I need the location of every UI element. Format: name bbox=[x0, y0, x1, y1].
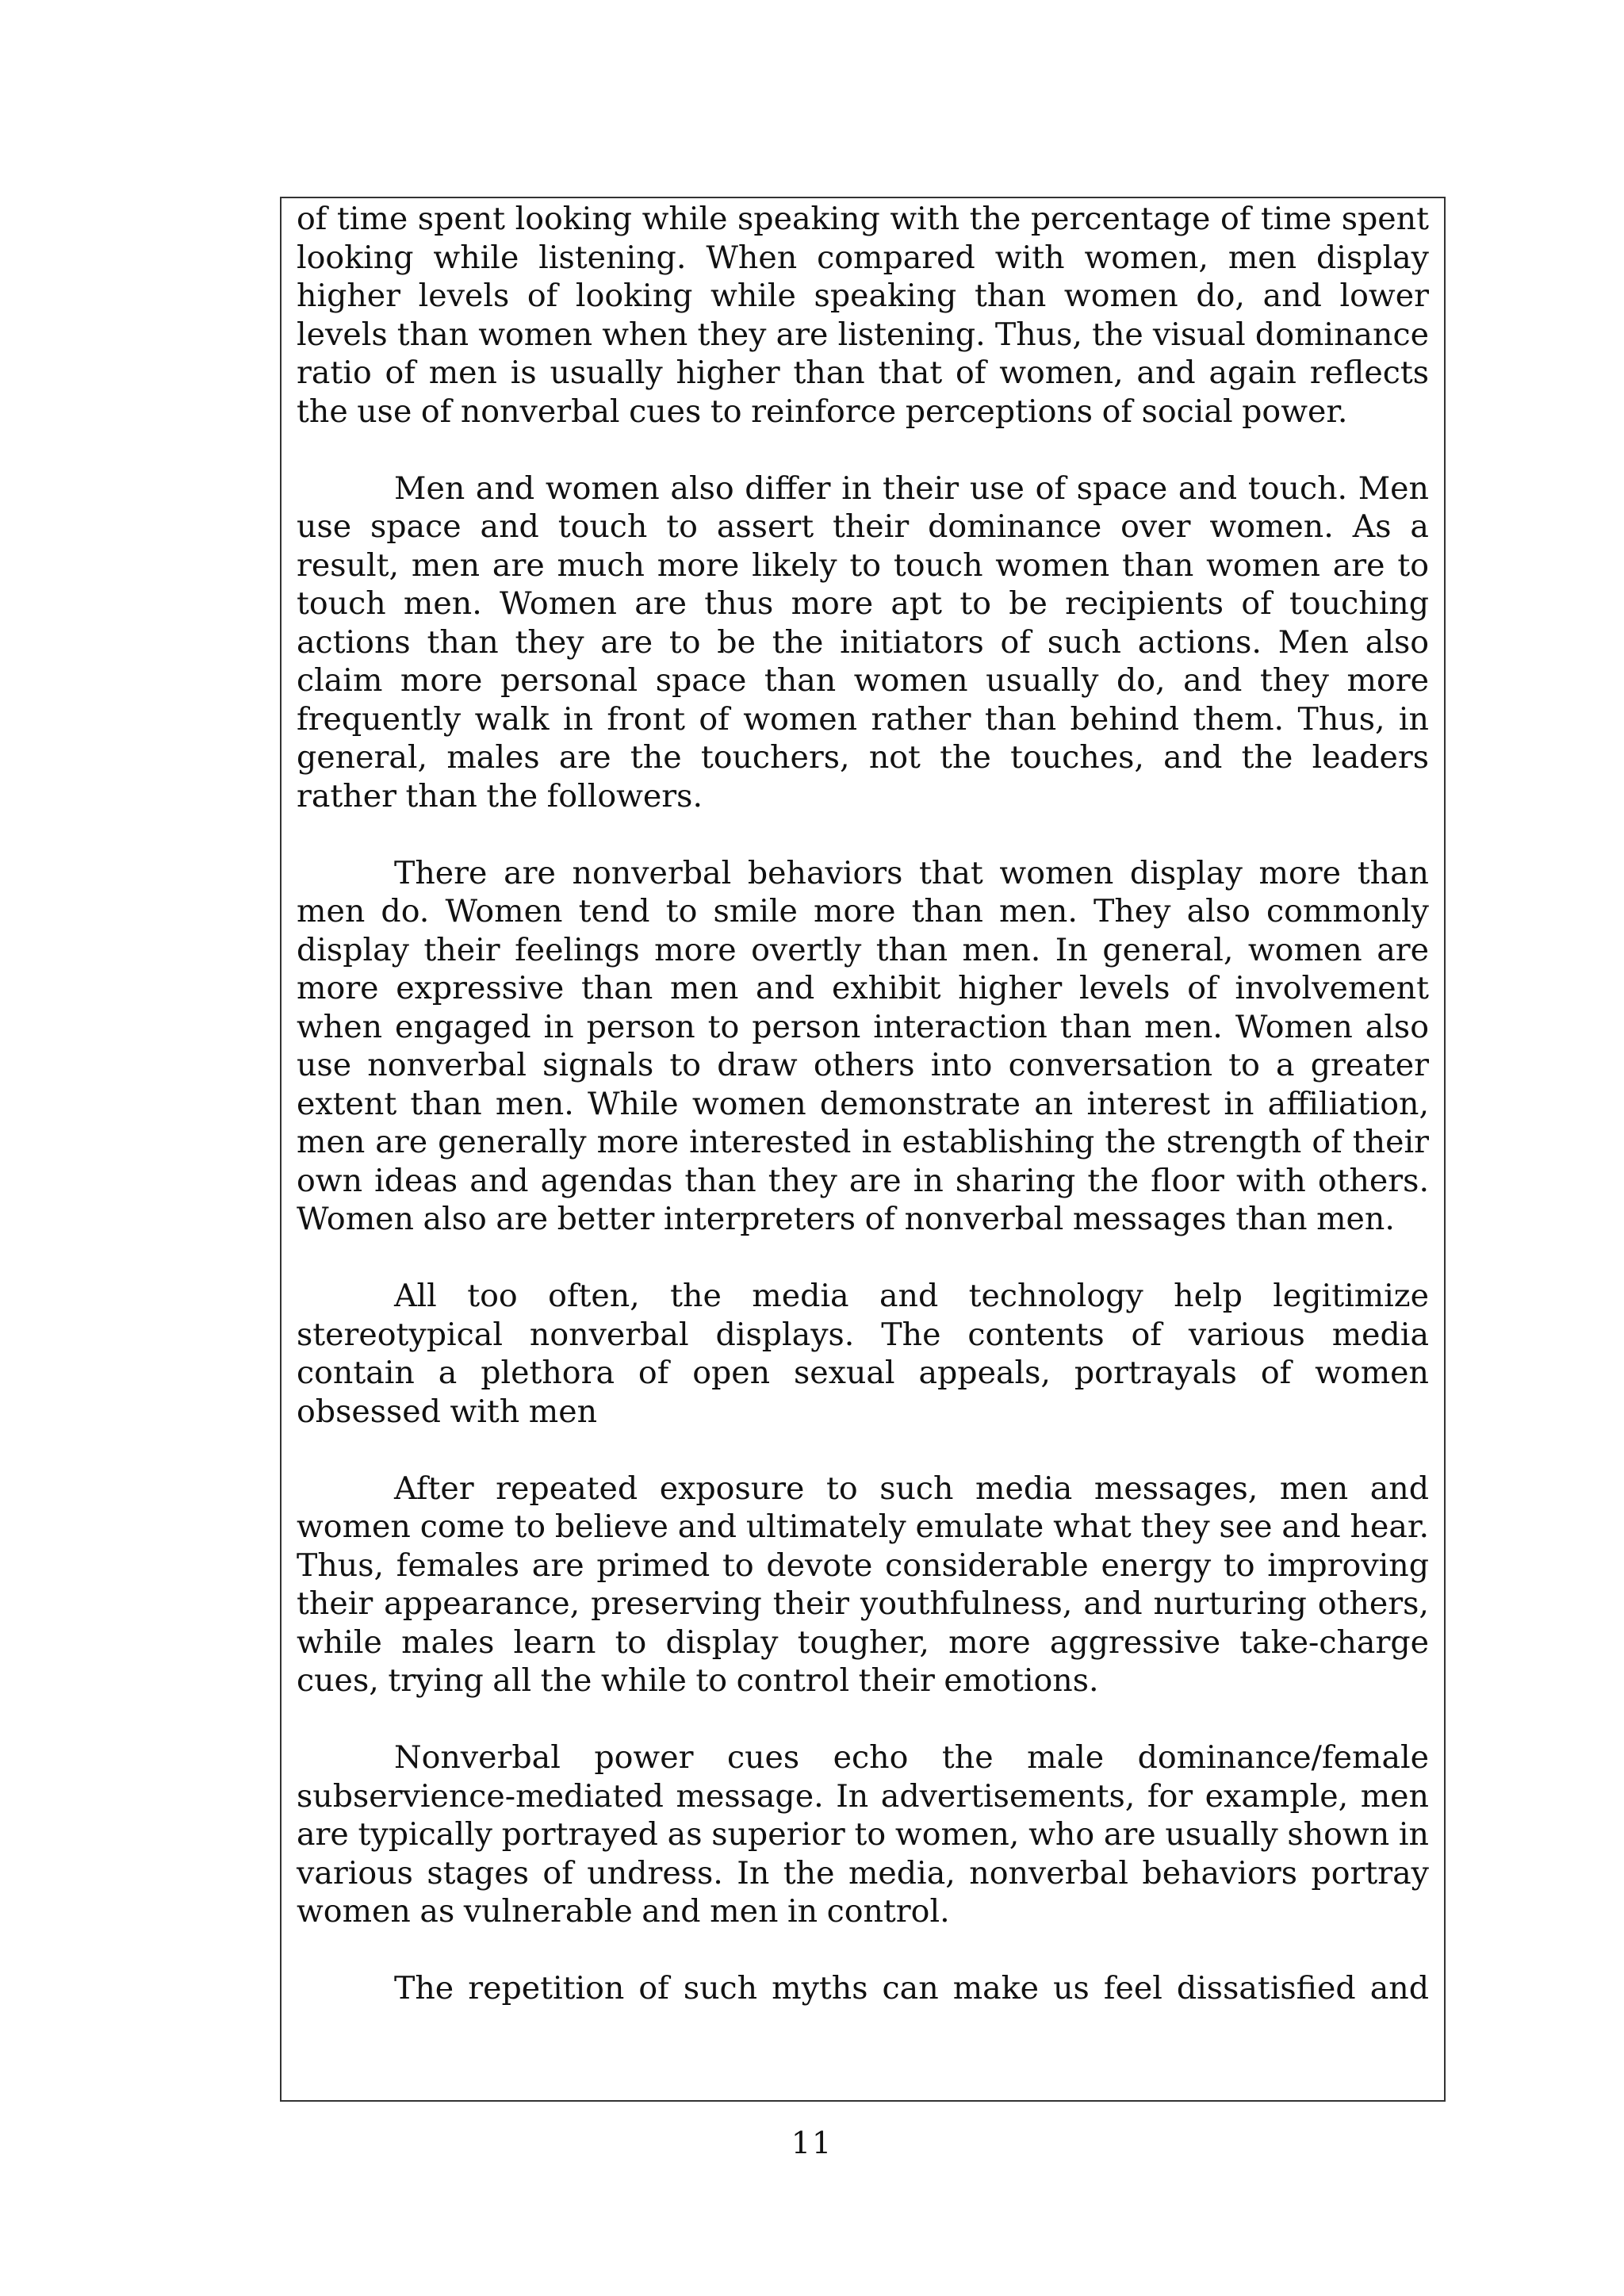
paragraph-space-and-touch: Men and women also differ in their use of space and touch. Men use space and touch to assert their dominance over women. As a result, men are much more likely to touch women than women are to touch men. Women are thus more apt to be recipients of touching actions than they are to be the initiators of such actions. Men also claim more personal space than women usually do, and they more frequently walk in front of women rather than behind them. Thus, in general, males are the touchers, not the touches, and the leaders rather than the followers. bbox=[297, 470, 1429, 815]
paragraph-women-behaviors: There are nonverbal behaviors that women display more than men do. Women tend to smile more than men. They also commonly display their feelings more overtly than men. In general, women are more expressive than men and exhibit higher levels of involvement when engaged in person to person interaction than men. Women also use nonverbal signals to draw others into conversation to a greater extent than men. While women demonstrate an interest in affiliation, men are generally more interested in establishing the strength of their own ideas and agendas than they are in sharing the floor with others. Women also are better interpreters of nonverbal messages than men. bbox=[297, 854, 1429, 1237]
text-frame bbox=[280, 197, 1446, 2102]
paragraph-power-cues: Nonverbal power cues echo the male dominance/female subservience-mediated message. In advertisements, for example, men are typically portrayed as superior to women, who are usually shown in various stages of undress. In the media, nonverbal behaviors portray women as vulnerable and men in control. bbox=[297, 1739, 1429, 1930]
paragraph-media-exposure: After repeated exposure to such media messages, men and women come to believe and ultimately emulate what they see and hear. Thus, females are primed to devote considerable energy to improving their appearance, preserving their youthfulness, and nurturing others, while males learn to display tougher, more aggressive take-charge cues, trying all the while to control their emotions. bbox=[297, 1470, 1429, 1699]
paragraph-visual-dominance: of time spent looking while speaking with the percentage of time spent looking while listening. When compared with women, men display higher levels of looking while speaking than women do, and lower levels than women when they are listening. Thus, the visual dominance ratio of men is usually higher than that of women, and again reflects the use of nonverbal cues to reinforce perceptions of social power. bbox=[297, 201, 1429, 430]
page-number: 11 bbox=[791, 2125, 833, 2160]
paragraph-media-technology: All too often, the media and technology help legitimize stereotypical nonverbal displays. The contents of various media contain a plethora of open sexual appeals, portrayals of women obsessed with men bbox=[297, 1278, 1429, 1430]
paragraph-repetition-of-myths: The repetition of such myths can make us feel dissatisfied and bbox=[394, 1970, 1429, 2007]
